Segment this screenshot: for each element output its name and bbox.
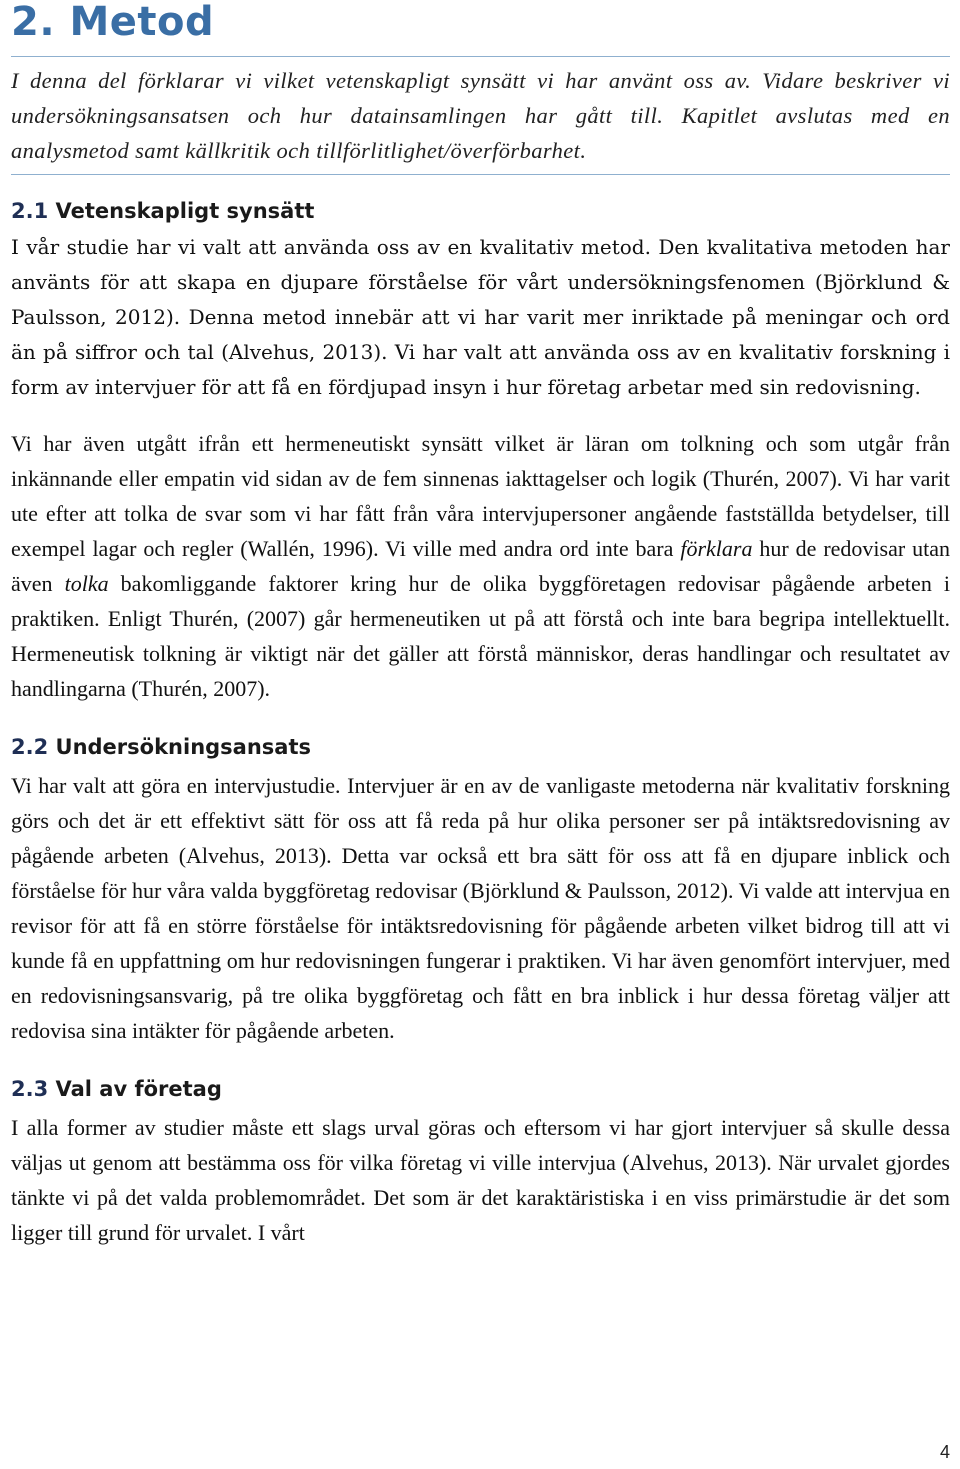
section-number: 2.2: [11, 735, 49, 759]
title-rule-top: [11, 56, 950, 57]
section-heading-2-2: [11, 732, 950, 762]
page-number: 4: [939, 1442, 950, 1462]
section-title: Val av företag: [55, 1077, 222, 1101]
section-heading-2-1: [11, 196, 950, 226]
emphasis-forklara: förklara: [680, 536, 753, 561]
paragraph-text: bakomliggande faktorer kring hur de olika byggföretagen redovisar pågående arbeten i praktiken. Enligt Thurén, (2007) går hermeneutiken ut på att förstå och inte bara begripa intellektuellt. Hermeneutisk tolkning är viktigt när det gäller att förstå människor, deras handlingar och resultatet av handlingarna (Thurén, 2007).: [11, 571, 950, 701]
section-heading-2-3: [11, 1074, 950, 1104]
section-number: 2.3: [11, 1077, 49, 1101]
paragraph-2-1-a: I vår studie har vi valt att använda oss av en kvalitativ metod. Den kvalitativa metoden har använts för att skapa en djupare förståelse för vårt undersökningsfenomen (Björklund & Paulsson, 2012). Denna metod innebär att vi har varit mer inriktade på meningar och ord än på siffror och tal (Alvehus, 2013). Vi har valt att använda oss av en kvalitativ forskning i form av intervjuer för att få en fördjupad insyn i hur företag arbetar med sin redovisning.: [11, 235, 950, 399]
section-title: Undersökningsansats: [55, 735, 312, 759]
paragraph-2-2: Vi har valt att göra en intervjustudie. Intervjuer är en av de vanligaste metoderna när kvalitativ forskning görs och det är ett effektivt sätt för oss att få reda på hur olika personer ser på intäktsredovisning av pågående arbeten (Alvehus, 2013). Detta var också ett bra sätt för oss att få en djupare inblick och förståelse för hur våra valda byggföretag redovisar (Björklund & Paulsson, 2012). Vi valde att intervjua en revisor för att få en större förståelse för intäktsredovisning för pågående arbeten vilket bidrog till att vi kunde få en uppfattning om hur redovisningen fungerar i praktiken. Vi har även genomfört intervjuer, med en redovisningsansvarig, på tre olika byggföretag och fått en bra inblick i hur dessa företag väljer att redovisa sina intäkter för pågående arbeten.: [11, 773, 950, 1043]
document-page: [11, 0, 950, 1250]
paragraph-2-1-b: [11, 426, 950, 706]
section-title: Vetenskapligt synsätt: [55, 199, 315, 223]
emphasis-tolka: tolka: [64, 571, 109, 596]
chapter-title: 2. Metod: [11, 0, 215, 45]
title-rule-bottom: [11, 174, 950, 175]
paragraph-text: Vi har även utgått ifrån ett hermeneutiskt synsätt vilket är läran om tolkning och som utgår från inkännande eller empatin vid sidan av de fem sinnenas iakttagelser och logik (Thurén, 2007). Vi har varit ute efter att tolka de svar som vi har fått från våra intervjupersoner angående fastställda betydelser, till exempel lagar och regler (Wallén, 1996). Vi ville med andra ord inte bara: [11, 431, 950, 561]
section-number: 2.1: [11, 199, 49, 223]
paragraph-text: hur de redovisar utan även: [11, 536, 950, 596]
chapter-intro: I denna del förklarar vi vilket vetenskapligt synsätt vi har använt oss av. Vidare beskriver vi undersökningsansatsen och hur datainsamlingen har gått till. Kapitlet avslutas med en analysmetod samt källkritik och tillförlitlighet/överförbarhet.: [11, 68, 950, 163]
paragraph-2-3: I alla former av studier måste ett slags urval göras och eftersom vi har gjort intervjuer så skulle dessa väljas ut genom att bestämma oss för vilka företag vi ville intervjua (Alvehus, 2013). När urvalet gjordes tänkte vi på det valda problemområdet. Det som är det karaktäristiska i en viss primärstudie är det som ligger till grund för urvalet. I vårt: [11, 1115, 950, 1245]
